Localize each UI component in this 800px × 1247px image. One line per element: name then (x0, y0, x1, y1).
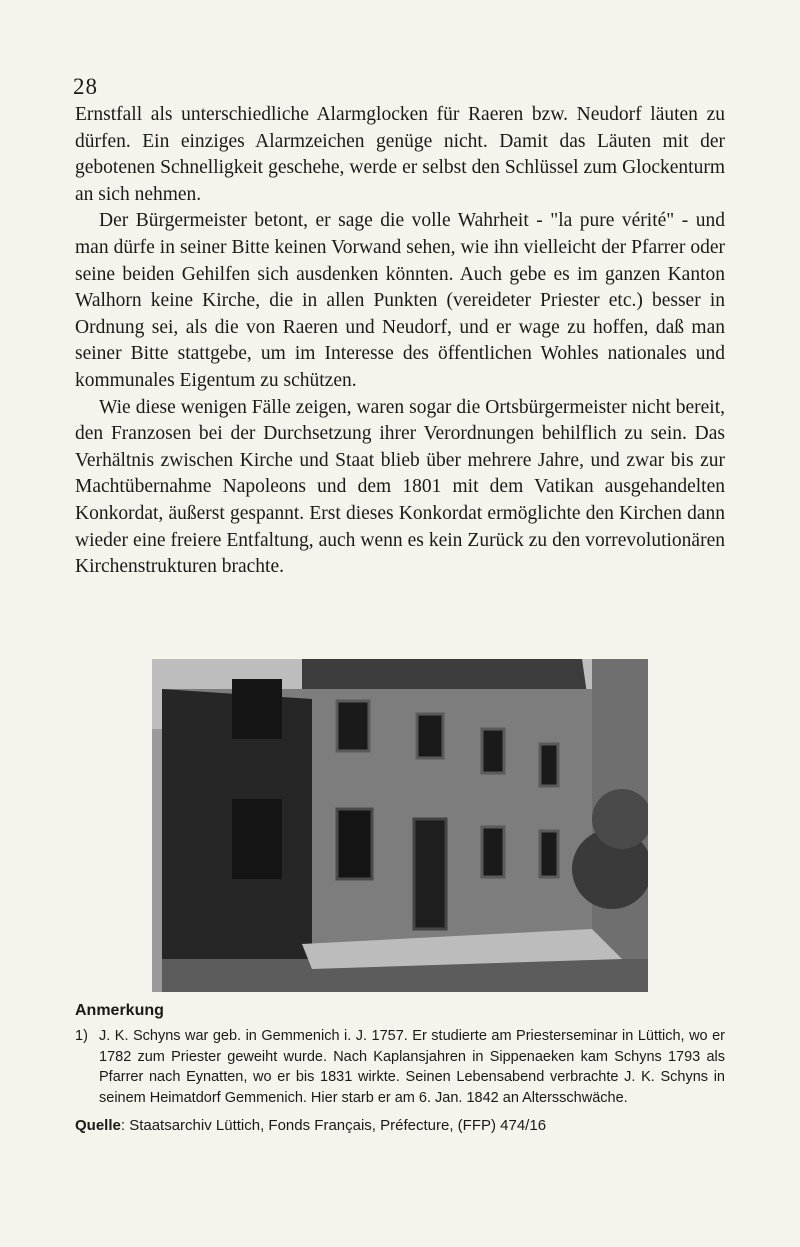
paragraph-3: Wie diese wenigen Fälle zeigen, waren sogar die Ortsbürgermeister nicht bereit, den Franzosen bei der Durchsetzung ihrer Verordnungen behilflich zu sein. Das Verhältnis zwischen Kirche und Staat blieb über mehrere Jahre, und zwar bis zur Machtübernahme Napoleons und dem 1801 mit dem Vatikan ausgehandelten Konkordat, äußerst gespannt. Erst dieses Konkordat ermöglichte den Kirchen dann wieder eine freiere Entfaltung, auch wenn es kein Zurück zu den vorrevolutionären Kirchenstrukturen brachte. (75, 396, 725, 578)
paragraph-2: Der Bürgermeister betont, er sage die volle Wahrheit - "la pure vérité" - und man dürfe in seiner Bitte keinen Vorwand sehen, wie ihn vielleicht der Pfarrer oder seine beiden Gehilfen sich ausdenken könnten. Auch gebe es im ganzen Kanton Walhorn keine Kirche, die in allen Punkten (vereideter Priester etc.) besser in Ordnung sei, als die von Raeren und Neudorf, und er wage zu hoffen, daß man seiner Bitte stattgebe, um im Interesse des öffentlichen Wohles nationales und kommunales Eigentum zu schützen. (75, 210, 725, 391)
source-label: Quelle (75, 1117, 121, 1134)
note-number: 1) (75, 1028, 88, 1044)
notes-heading: Anmerkung (75, 1002, 164, 1019)
body-text (75, 102, 725, 581)
page-number: 28 (73, 74, 98, 99)
source-text: : Staatsarchiv Lüttich, Fonds Français, Préfecture, (FFP) 474/16 (120, 1117, 547, 1134)
source-line (75, 1116, 725, 1136)
note-item (75, 1026, 725, 1108)
notes-section (75, 1002, 725, 1136)
paragraph-1: Ernstfall als unterschiedliche Alarmglocken für Raeren bzw. Neudorf läuten zu dürfen. Ein einziges Alarmzeichen genüge nicht. Damit das Läuten mit der gebotenen Schnelligkeit geschehe, werde er selbst den Schlüssel zum Glockenturm an sich nehmen. (75, 104, 725, 205)
note-text: J. K. Schyns war geb. in Gemmenich i. J. 1757. Er studierte am Priesterseminar in Lüttich, wo er 1782 zum Priester geweiht wurde. Nach Kaplansjahren in Sippenaeken kam Schyns 1793 als Pfarrer nach Eynatten, wo er bis 1831 wirkte. Seinen Lebensabend verbrachte J. K. Schyns in seinem Heimatdorf Gemmenich. Hier starb er am 6. Jan. 1842 an Altersschwäche. (99, 1028, 725, 1106)
house-photo (152, 659, 648, 992)
